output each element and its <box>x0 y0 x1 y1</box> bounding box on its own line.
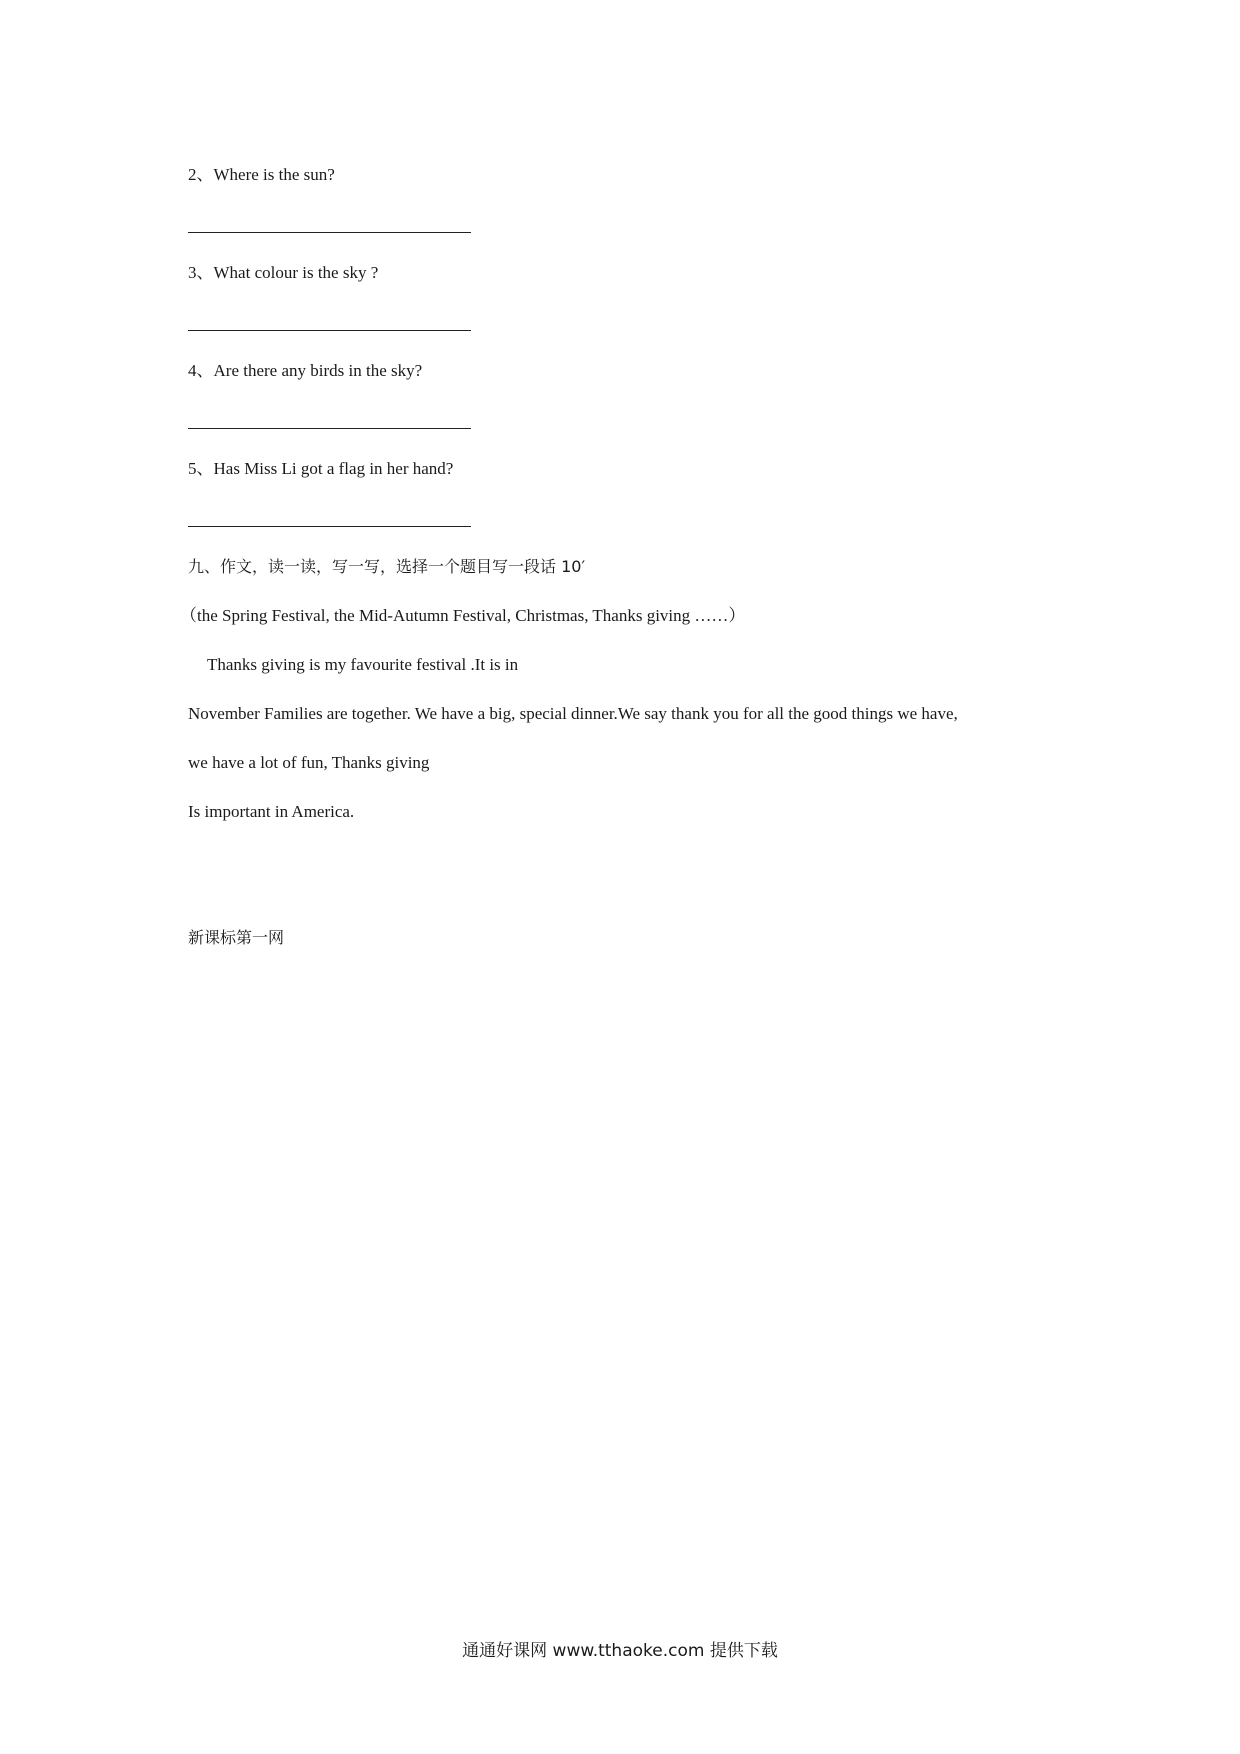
question-2: 2、Where is the sun? <box>188 165 335 184</box>
question-4: 4、Are there any birds in the sky? <box>188 361 423 380</box>
section-topics: （the Spring Festival, the Mid-Autumn Festival, Christmas, Thanks giving ……） <box>180 606 746 625</box>
section-heading: 九、作文，读一读，写一写，选择一个题目写一段话 10′ <box>188 557 586 576</box>
question-3: 3、What colour is the sky ? <box>188 263 379 282</box>
paragraph-line-3: we have a lot of fun, Thanks giving <box>188 753 430 772</box>
page-footer: 通通好课网 www.tthaoke.com 提供下载 <box>462 1641 778 1661</box>
question-5: 5、Has Miss Li got a flag in her hand? <box>188 459 454 478</box>
paragraph-line-2: November Families are together. We have a big, special dinner.We say thank you for all the good things we have, <box>188 704 958 723</box>
answer-line-5 <box>188 526 471 527</box>
watermark-text: 新课标第一网 <box>188 928 285 947</box>
paragraph-line-1: Thanks giving is my favourite festival .It is in <box>207 655 519 674</box>
answer-line-3 <box>188 330 471 331</box>
paragraph-line-4: Is important in America. <box>188 802 355 821</box>
answer-line-4 <box>188 428 471 429</box>
answer-line-2 <box>188 232 471 233</box>
